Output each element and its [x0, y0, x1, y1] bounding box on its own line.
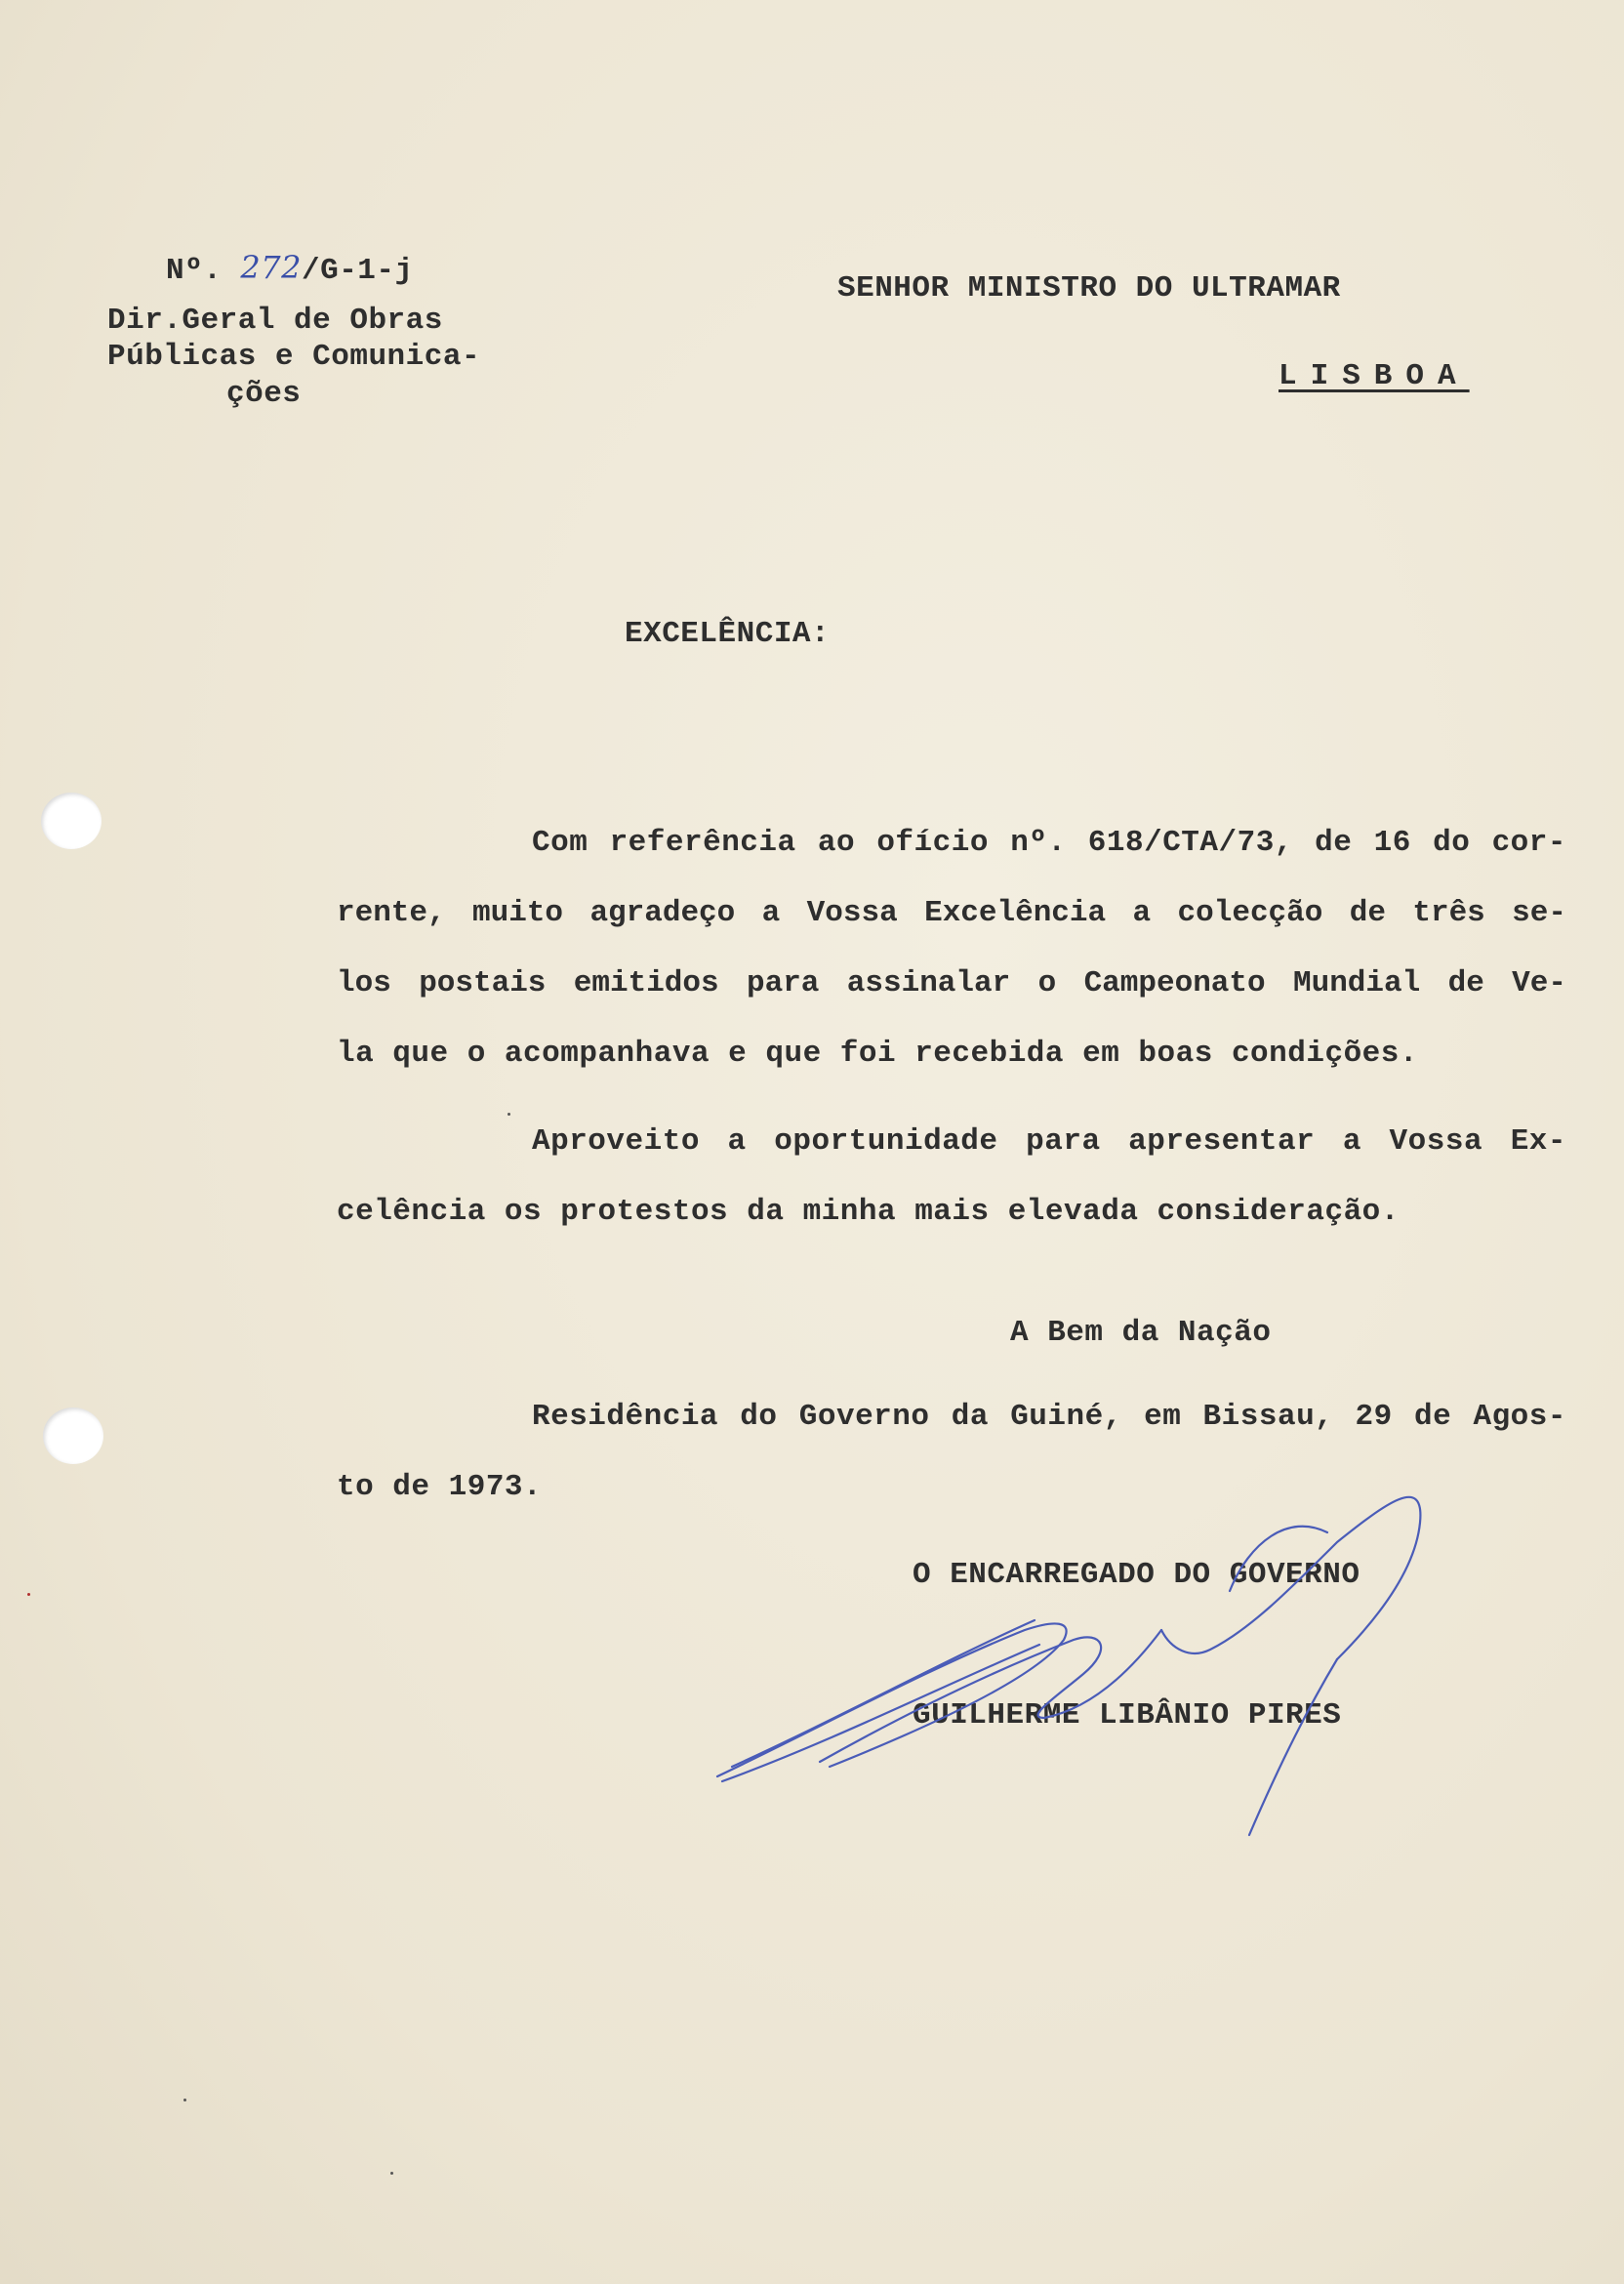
reference-number — [166, 249, 414, 288]
salutation: EXCELÊNCIA: — [625, 617, 831, 651]
reference-prefix: Nº. — [166, 254, 223, 288]
signatory-role: O ENCARREGADO DO GOVERNO — [913, 1558, 1360, 1592]
paragraph-1-line-2: rente, muito agradeço a Vossa Excelência a colecção de três se- — [337, 896, 1566, 930]
department-line-1: Dir.Geral de Obras — [107, 304, 443, 338]
paragraph-2-line-2: celência os protestos da minha mais elevada consideração. — [337, 1195, 1400, 1229]
signatory-name: GUILHERME LIBÂNIO PIRES — [913, 1698, 1342, 1733]
paper-speck — [183, 2099, 186, 2101]
addressee-title: SENHOR MINISTRO DO ULTRAMAR — [837, 271, 1341, 306]
closing-formula: A Bem da Nação — [1010, 1316, 1272, 1350]
paragraph-1-line-4: la que o acompanhava e que foi recebida em boas condições. — [337, 1037, 1418, 1071]
reference-suffix: /G-1-j — [302, 254, 414, 288]
paper-speck — [390, 2172, 393, 2175]
punch-hole-top — [41, 793, 102, 849]
handwritten-number: 272 — [240, 249, 302, 286]
paper-speck — [508, 1113, 510, 1116]
place-date-line-1: Residência do Governo da Guiné, em Bissau, 29 de Agos- — [532, 1400, 1566, 1434]
paper-speck — [27, 1593, 30, 1596]
punch-hole-bottom — [43, 1407, 103, 1464]
handwritten-signature — [703, 1484, 1444, 1874]
department-line-2: Públicas e Comunica- — [107, 340, 481, 374]
place-date-line-2: to de 1973. — [337, 1470, 543, 1504]
department-line-3: ções — [226, 377, 302, 411]
paragraph-1-line-1: Com referência ao ofício nº. 618/CTA/73, de 16 do cor- — [532, 826, 1566, 860]
paragraph-2-line-1: Aproveito a oportunidade para apresentar a Vossa Ex- — [532, 1124, 1566, 1159]
addressee-city: LISBOA — [1279, 359, 1470, 393]
paragraph-1-line-3: los postais emitidos para assinalar o Campeonato Mundial de Ve- — [337, 966, 1566, 1000]
